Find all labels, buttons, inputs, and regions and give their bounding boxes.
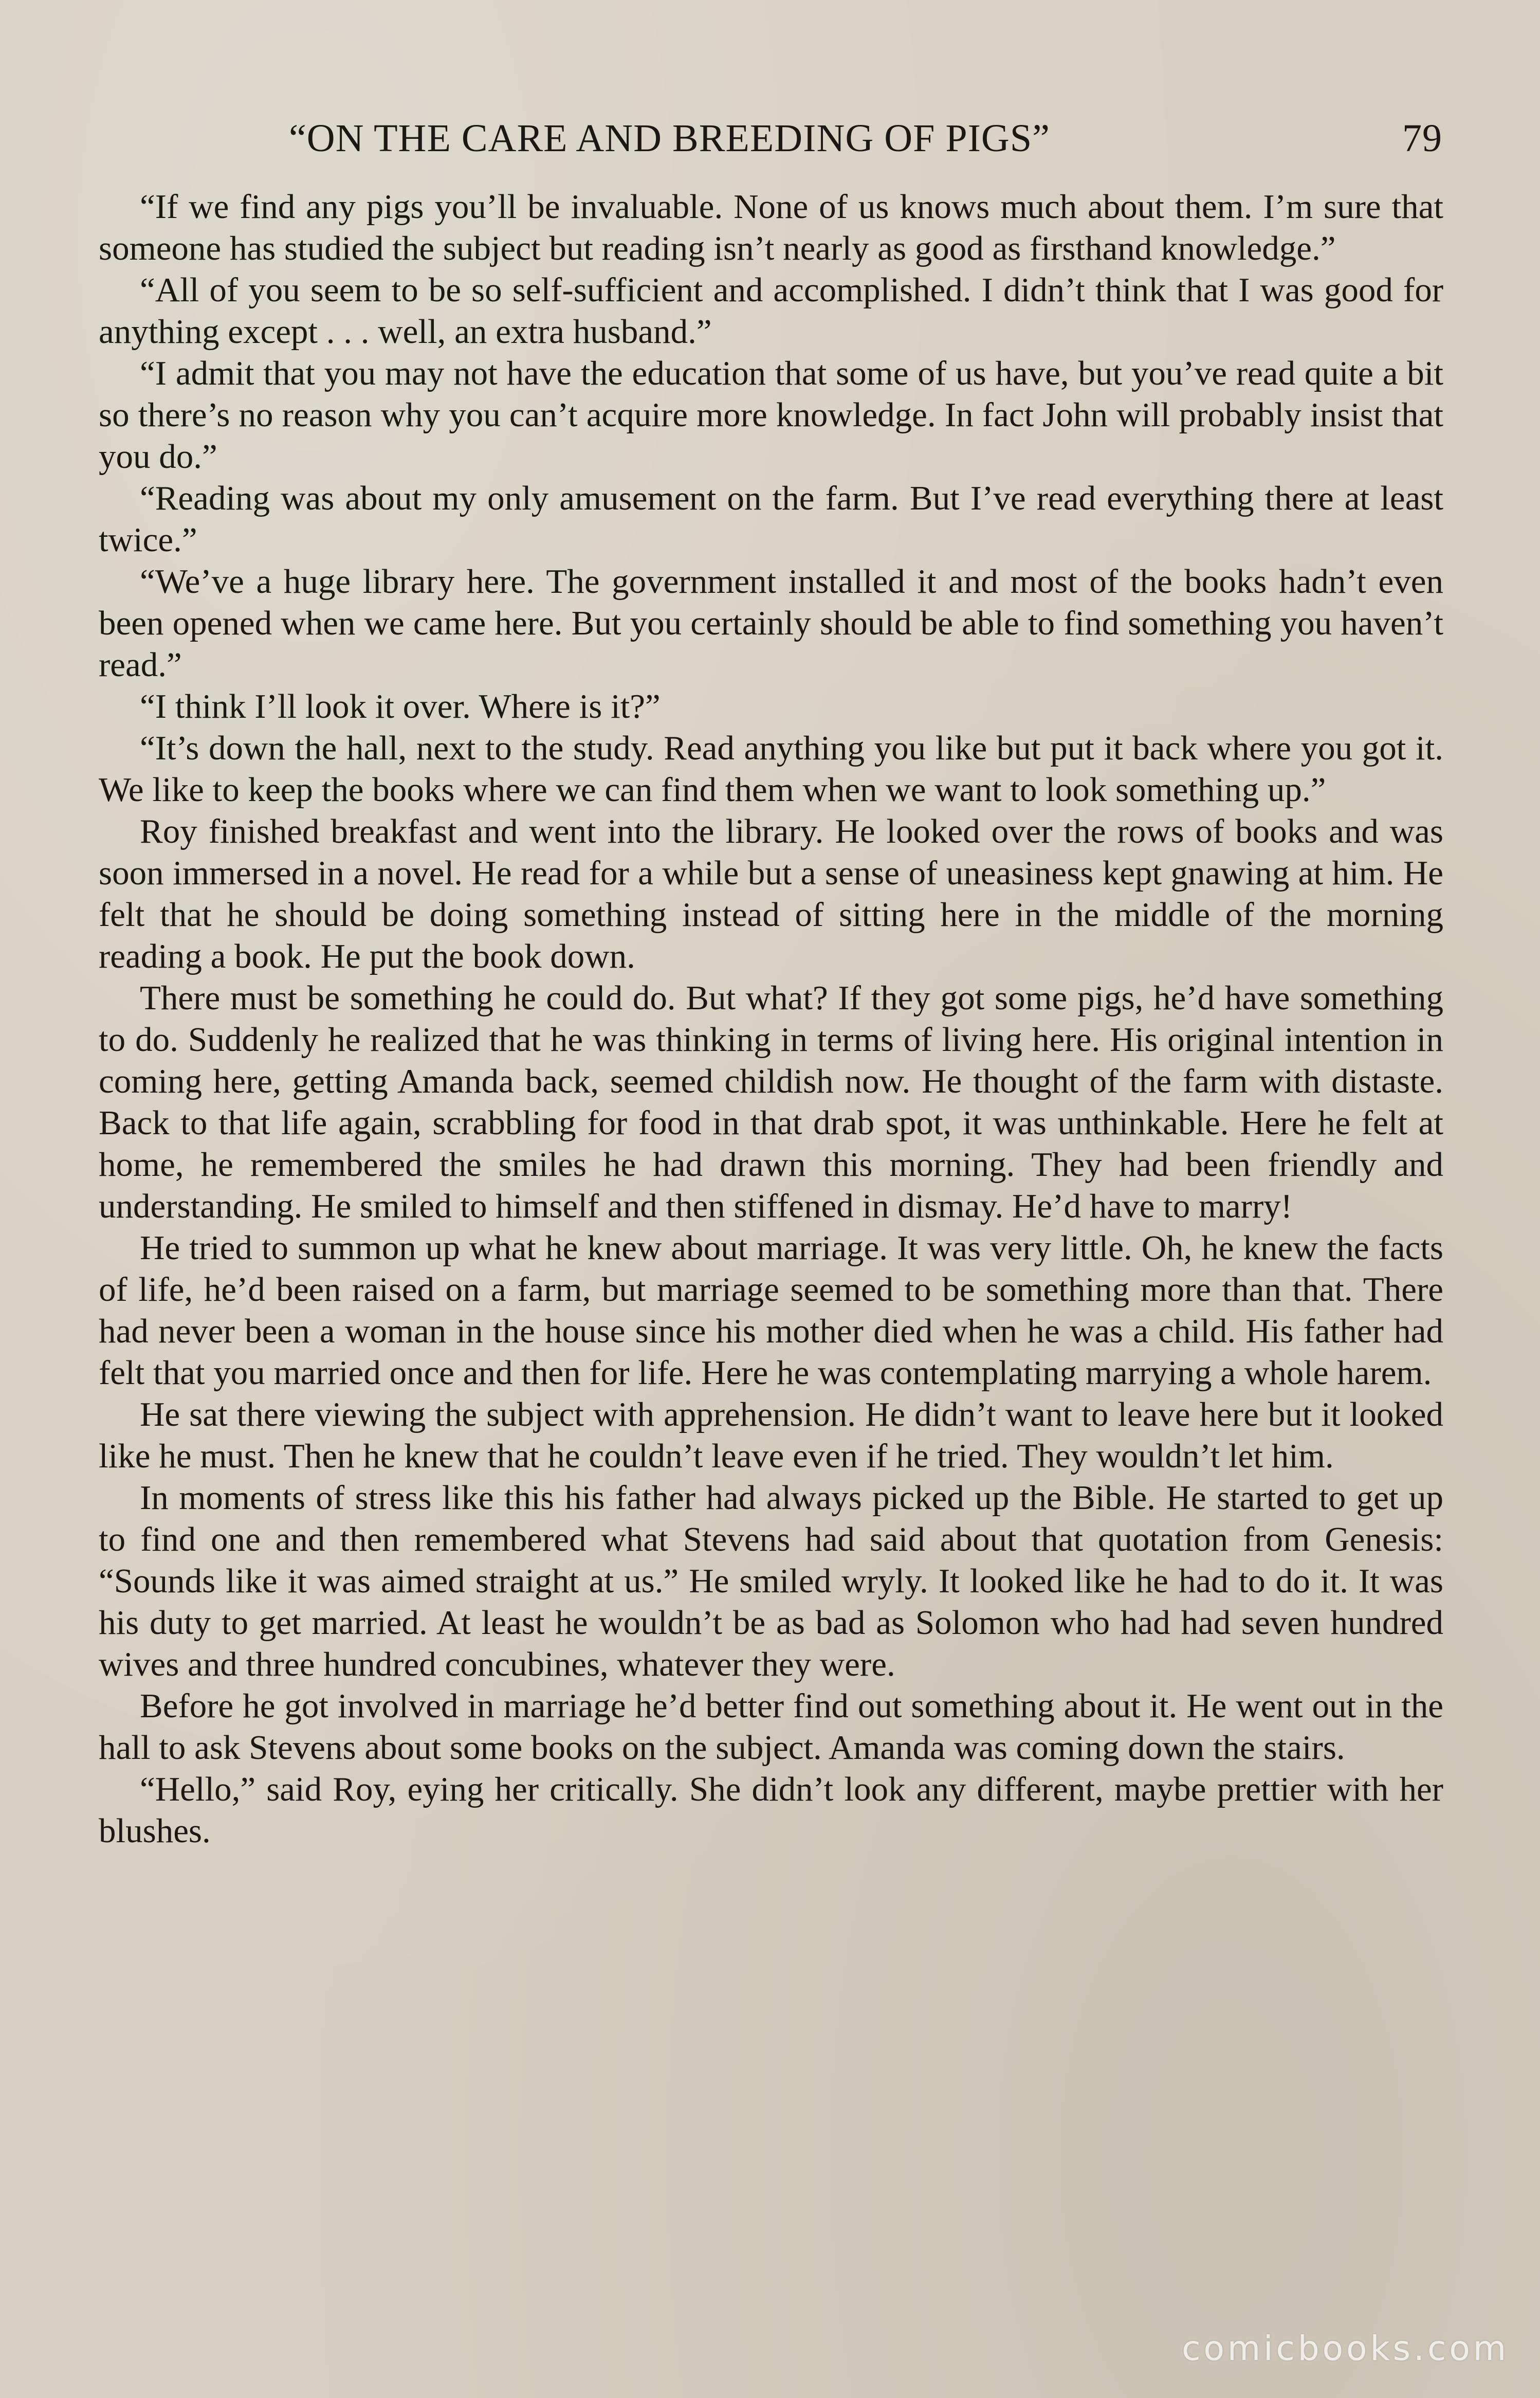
paragraph: “I think I’ll look it over. Where is it?” bbox=[140, 687, 661, 725]
body-text bbox=[99, 186, 1443, 1852]
page-number: 79 bbox=[1402, 117, 1442, 160]
paragraph: “I admit that you may not have the education that some of us have, but you’ve read quite a bit so there’s no reason why you can’t acquire more knowledge. In fact John will probably insist that you do.” bbox=[99, 354, 1443, 476]
paragraph: He tried to summon up what he knew about marriage. It was very little. Oh, he knew the facts of life, he’d been raised on a farm, but marriage seemed to be something more than that. There had never been a woman in the house since his mother died when he was a child. His father had felt that you married once and then for life. Here he was contemplating marrying a whole harem. bbox=[99, 1229, 1443, 1392]
paragraph: “If we find any pigs you’ll be invaluable. None of us knows much about them. I’m sure that someone has studied the subject but reading isn’t nearly as good as firsthand knowledge.” bbox=[99, 188, 1443, 267]
paragraph: Roy finished breakfast and went into the library. He looked over the rows of books and was soon immersed in a novel. He read for a while but a sense of uneasiness kept gnawing at him. He felt that he should be doing something instead of sitting here in the middle of the morning reading a book. He put the book down. bbox=[99, 812, 1443, 975]
paragraph: “We’ve a huge library here. The government installed it and most of the books hadn’t even been opened when we came here. But you certainly should be able to find something you haven’t read.” bbox=[99, 562, 1443, 684]
watermark: comicbooks.com bbox=[1182, 2329, 1509, 2368]
chapter-title: “ON THE CARE AND BREEDING OF PIGS” bbox=[289, 117, 1050, 160]
paragraph: “It’s down the hall, next to the study. Read anything you like but put it back where you got it. We like to keep the books where we can find them when we want to look something up.” bbox=[99, 729, 1443, 809]
paragraph: In moments of stress like this his father had always picked up the Bible. He started to get up to find one and then remembered what Stevens had said about that quotation from Genesis: “Sounds like it was aimed straight at us.” He smiled wryly. It looked like he had to do it. It was his duty to get married. At least he wouldn’t be as bad as Solomon who had had seven hundred wives and three hundred concubines, whatever they were. bbox=[99, 1479, 1443, 1683]
paragraph: “Hello,” said Roy, eying her critically. She didn’t look any different, maybe prettier with her blushes. bbox=[99, 1770, 1443, 1850]
running-head bbox=[289, 110, 1442, 167]
paragraph: There must be something he could do. But what? If they got some pigs, he’d have something to do. Suddenly he realized that he was thinking in terms of living here. His original intention in coming here, getting Amanda back, seemed childish now. He thought of the farm with distaste. Back to that life again, scrabbling for food in that drab spot, it was unthinkable. Here he felt at home, he remembered the smiles he had drawn this morning. They had been friendly and understanding. He smiled to himself and then stiffened in dismay. He’d have to marry! bbox=[99, 979, 1443, 1225]
paragraph: He sat there viewing the subject with apprehension. He didn’t want to leave here but it looked like he must. Then he knew that he couldn’t leave even if he tried. They wouldn’t let him. bbox=[99, 1395, 1443, 1475]
paragraph: “All of you seem to be so self-sufficient and accomplished. I didn’t think that I was good for anything except . . . well, an extra husband.” bbox=[99, 271, 1443, 351]
paragraph: Before he got involved in marriage he’d better find out something about it. He went out in the hall to ask Stevens about some books on the subject. Amanda was coming down the stairs. bbox=[99, 1687, 1443, 1767]
paragraph: “Reading was about my only amusement on the farm. But I’ve read everything there at least twice.” bbox=[99, 479, 1443, 559]
